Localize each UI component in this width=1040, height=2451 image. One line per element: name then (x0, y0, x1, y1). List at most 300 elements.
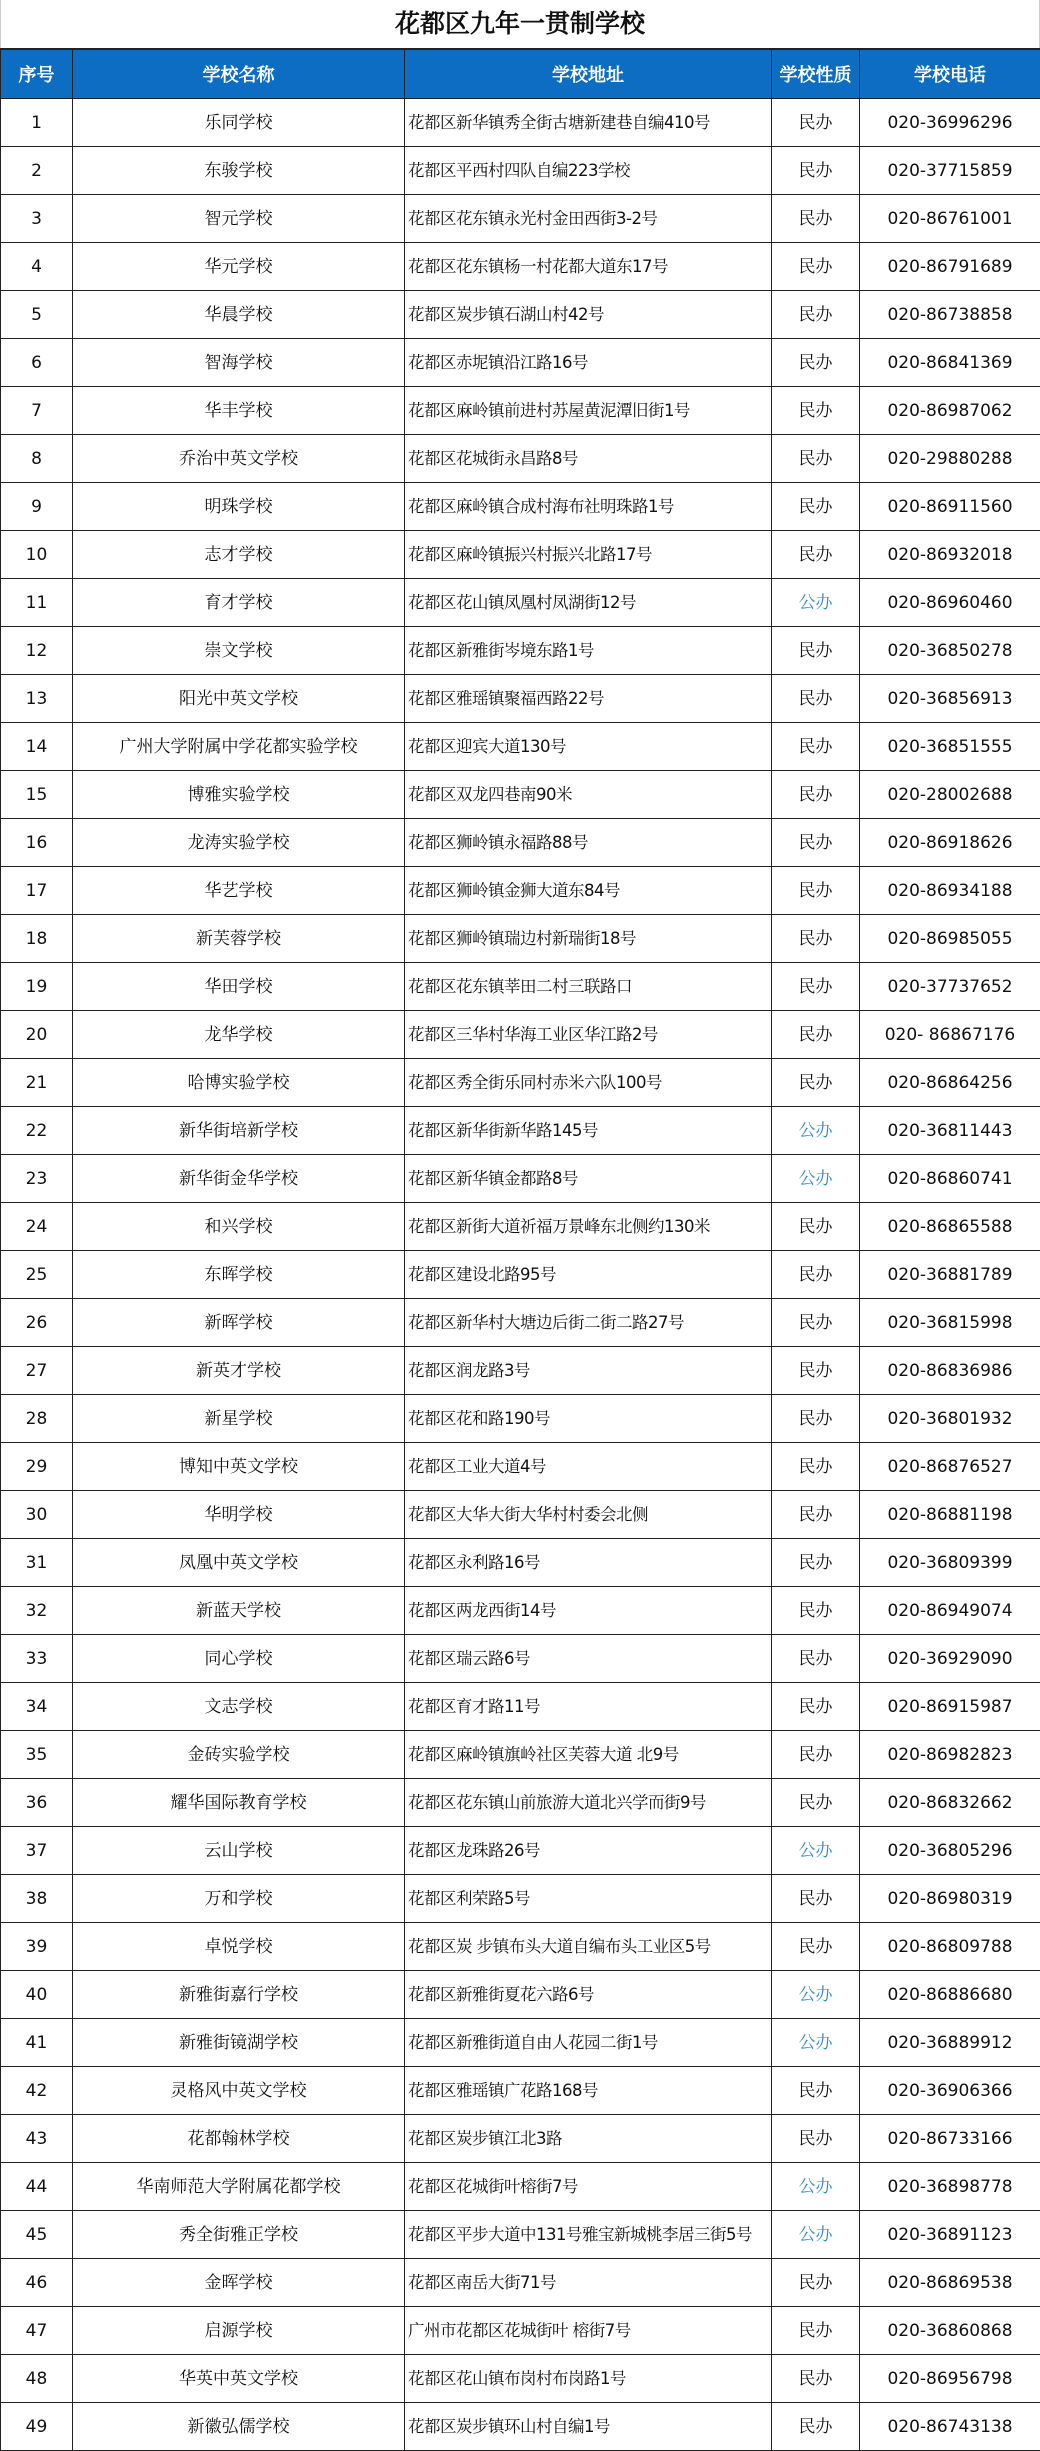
school-name-cell: 凤凰中英文学校 (73, 1539, 405, 1587)
table-row (1, 771, 1040, 819)
school-name-cell: 新华街金华学校 (73, 1155, 405, 1203)
phone-cell: 020-86743138 (860, 2403, 1040, 2451)
school-name-cell: 云山学校 (73, 1827, 405, 1875)
address-cell: 花都区新华镇秀全街古塘新建巷自编410号 (405, 99, 772, 147)
table-row (1, 291, 1040, 339)
table-row (1, 1299, 1040, 1347)
address-cell: 花都区秀全街乐同村赤米六队100号 (405, 1059, 772, 1107)
school-name-cell: 新徽弘儒学校 (73, 2403, 405, 2451)
school-name-cell: 哈博实验学校 (73, 1059, 405, 1107)
phone-cell: 020-36996296 (860, 99, 1040, 147)
school-name-cell: 文志学校 (73, 1683, 405, 1731)
table-row (1, 1155, 1040, 1203)
type-cell: 民办 (772, 675, 860, 723)
address-cell: 花都区新街大道祈福万景峰东北侧约130米 (405, 1203, 772, 1251)
phone-cell: 020-86865588 (860, 1203, 1040, 1251)
type-cell: 公办 (772, 1971, 860, 2019)
index-cell: 8 (1, 435, 73, 483)
address-cell: 花都区建设北路95号 (405, 1251, 772, 1299)
table-row (1, 2259, 1040, 2307)
table-row (1, 1203, 1040, 1251)
index-cell: 43 (1, 2115, 73, 2163)
address-cell: 花都区赤坭镇沿江路16号 (405, 339, 772, 387)
school-name-cell: 广州大学附属中学花都实验学校 (73, 723, 405, 771)
type-cell: 公办 (772, 1827, 860, 1875)
table-row (1, 1059, 1040, 1107)
index-cell: 39 (1, 1923, 73, 1971)
index-cell: 15 (1, 771, 73, 819)
table-row (1, 99, 1040, 147)
index-cell: 7 (1, 387, 73, 435)
index-cell: 19 (1, 963, 73, 1011)
type-cell: 民办 (772, 1587, 860, 1635)
table-row (1, 675, 1040, 723)
phone-cell: 020-86886680 (860, 1971, 1040, 2019)
table-row (1, 1875, 1040, 1923)
phone-cell: 020-86934188 (860, 867, 1040, 915)
table-row (1, 147, 1040, 195)
index-cell: 9 (1, 483, 73, 531)
index-cell: 32 (1, 1587, 73, 1635)
type-cell: 民办 (772, 195, 860, 243)
address-cell: 花都区炭步镇石湖山村42号 (405, 291, 772, 339)
table-row (1, 483, 1040, 531)
index-cell: 45 (1, 2211, 73, 2259)
phone-cell: 020-86841369 (860, 339, 1040, 387)
phone-cell: 020-36898778 (860, 2163, 1040, 2211)
table-row (1, 1731, 1040, 1779)
index-cell: 16 (1, 819, 73, 867)
address-cell: 花都区三华村华海工业区华江路2号 (405, 1011, 772, 1059)
school-name-cell: 金晖学校 (73, 2259, 405, 2307)
type-cell: 公办 (772, 579, 860, 627)
phone-cell: 020-86876527 (860, 1443, 1040, 1491)
type-cell: 民办 (772, 291, 860, 339)
phone-cell: 020-86980319 (860, 1875, 1040, 1923)
address-cell: 花都区迎宾大道130号 (405, 723, 772, 771)
school-name-cell: 新芙蓉学校 (73, 915, 405, 963)
header-index: 序号 (1, 49, 73, 99)
address-cell: 花都区工业大道4号 (405, 1443, 772, 1491)
address-cell: 花都区润龙路3号 (405, 1347, 772, 1395)
school-name-cell: 华晨学校 (73, 291, 405, 339)
table-row (1, 2403, 1040, 2451)
address-cell: 花都区雅瑶镇广花路168号 (405, 2067, 772, 2115)
school-name-cell: 东晖学校 (73, 1251, 405, 1299)
phone-cell: 020-86932018 (860, 531, 1040, 579)
index-cell: 49 (1, 2403, 73, 2451)
type-cell: 民办 (772, 771, 860, 819)
table-row (1, 627, 1040, 675)
address-cell: 花都区狮岭镇金狮大道东84号 (405, 867, 772, 915)
school-name-cell: 智海学校 (73, 339, 405, 387)
index-cell: 14 (1, 723, 73, 771)
index-cell: 13 (1, 675, 73, 723)
type-cell: 民办 (772, 2067, 860, 2115)
school-name-cell: 乔治中英文学校 (73, 435, 405, 483)
address-cell: 花都区花东镇杨一村花都大道东17号 (405, 243, 772, 291)
phone-cell: 020-36805296 (860, 1827, 1040, 1875)
school-name-cell: 华艺学校 (73, 867, 405, 915)
phone-cell: 020-86869538 (860, 2259, 1040, 2307)
type-cell: 民办 (772, 723, 860, 771)
school-name-cell: 万和学校 (73, 1875, 405, 1923)
address-cell: 花都区新雅街岑境东路1号 (405, 627, 772, 675)
school-name-cell: 同心学校 (73, 1635, 405, 1683)
type-cell: 民办 (772, 2115, 860, 2163)
address-cell: 花都区龙珠路26号 (405, 1827, 772, 1875)
index-cell: 31 (1, 1539, 73, 1587)
index-cell: 10 (1, 531, 73, 579)
phone-cell: 020-86864256 (860, 1059, 1040, 1107)
address-cell: 花都区育才路11号 (405, 1683, 772, 1731)
school-name-cell: 新晖学校 (73, 1299, 405, 1347)
type-cell: 民办 (772, 1731, 860, 1779)
phone-cell: 020-86987062 (860, 387, 1040, 435)
school-name-cell: 乐同学校 (73, 99, 405, 147)
address-cell: 广州市花都区花城街叶 榕街7号 (405, 2307, 772, 2355)
index-cell: 41 (1, 2019, 73, 2067)
type-cell: 民办 (772, 1875, 860, 1923)
address-cell: 花都区双龙四巷南90米 (405, 771, 772, 819)
type-cell: 民办 (772, 435, 860, 483)
phone-cell: 020-36811443 (860, 1107, 1040, 1155)
type-cell: 民办 (772, 1491, 860, 1539)
address-cell: 花都区南岳大街71号 (405, 2259, 772, 2307)
table-row (1, 339, 1040, 387)
header-address: 学校地址 (405, 49, 772, 99)
index-cell: 22 (1, 1107, 73, 1155)
table-row (1, 1635, 1040, 1683)
school-name-cell: 龙华学校 (73, 1011, 405, 1059)
phone-cell: 020-86860741 (860, 1155, 1040, 1203)
phone-cell: 020-36850278 (860, 627, 1040, 675)
address-cell: 花都区花东镇莘田二村三联路口 (405, 963, 772, 1011)
school-name-cell: 明珠学校 (73, 483, 405, 531)
address-cell: 花都区麻岭镇振兴村振兴北路17号 (405, 531, 772, 579)
address-cell: 花都区永利路16号 (405, 1539, 772, 1587)
school-name-cell: 卓悦学校 (73, 1923, 405, 1971)
school-name-cell: 志才学校 (73, 531, 405, 579)
index-cell: 28 (1, 1395, 73, 1443)
address-cell: 花都区花东镇山前旅游大道北兴学而街9号 (405, 1779, 772, 1827)
table-row (1, 1395, 1040, 1443)
school-name-cell: 新华街培新学校 (73, 1107, 405, 1155)
table-header-row (1, 49, 1040, 99)
schools-table (0, 48, 1040, 2451)
phone-cell: 020-86949074 (860, 1587, 1040, 1635)
address-cell: 花都区平步大道中131号雅宝新城桃李居三街5号 (405, 2211, 772, 2259)
phone-cell: 020-86733166 (860, 2115, 1040, 2163)
page-title: 花都区九年一贯制学校 (0, 0, 1040, 48)
school-name-cell: 华丰学校 (73, 387, 405, 435)
table-row (1, 387, 1040, 435)
address-cell: 花都区炭步镇环山村自编1号 (405, 2403, 772, 2451)
table-row (1, 1491, 1040, 1539)
phone-cell: 020-86809788 (860, 1923, 1040, 1971)
phone-cell: 020-86982823 (860, 1731, 1040, 1779)
index-cell: 48 (1, 2355, 73, 2403)
phone-cell: 020-86836986 (860, 1347, 1040, 1395)
school-name-cell: 秀全街雅正学校 (73, 2211, 405, 2259)
index-cell: 17 (1, 867, 73, 915)
school-name-cell: 崇文学校 (73, 627, 405, 675)
type-cell: 民办 (772, 339, 860, 387)
school-name-cell: 智元学校 (73, 195, 405, 243)
school-name-cell: 和兴学校 (73, 1203, 405, 1251)
table-row (1, 243, 1040, 291)
address-cell: 花都区利荣路5号 (405, 1875, 772, 1923)
type-cell: 民办 (772, 531, 860, 579)
table-row (1, 819, 1040, 867)
address-cell: 花都区新华街新华路145号 (405, 1107, 772, 1155)
table-row (1, 195, 1040, 243)
phone-cell: 020-36881789 (860, 1251, 1040, 1299)
school-name-cell: 华田学校 (73, 963, 405, 1011)
index-cell: 20 (1, 1011, 73, 1059)
table-row (1, 1779, 1040, 1827)
table-row (1, 723, 1040, 771)
type-cell: 民办 (772, 387, 860, 435)
school-name-cell: 启源学校 (73, 2307, 405, 2355)
table-row (1, 1923, 1040, 1971)
type-cell: 民办 (772, 1011, 860, 1059)
address-cell: 花都区花山镇凤凰村凤湖街12号 (405, 579, 772, 627)
type-cell: 公办 (772, 1107, 860, 1155)
table-row (1, 2067, 1040, 2115)
school-name-cell: 华南师范大学附属花都学校 (73, 2163, 405, 2211)
type-cell: 民办 (772, 963, 860, 1011)
address-cell: 花都区新华镇金都路8号 (405, 1155, 772, 1203)
address-cell: 花都区麻岭镇前进村苏屋黄泥潭旧街1号 (405, 387, 772, 435)
type-cell: 公办 (772, 2163, 860, 2211)
address-cell: 花都区新华村大塘边后街二街二路27号 (405, 1299, 772, 1347)
table-row (1, 1587, 1040, 1635)
school-name-cell: 新蓝天学校 (73, 1587, 405, 1635)
address-cell: 花都区新雅街道自由人花园二街1号 (405, 2019, 772, 2067)
index-cell: 12 (1, 627, 73, 675)
address-cell: 花都区麻岭镇旗岭社区芙蓉大道 北9号 (405, 1731, 772, 1779)
phone-cell: 020-36889912 (860, 2019, 1040, 2067)
type-cell: 民办 (772, 1443, 860, 1491)
type-cell: 公办 (772, 1155, 860, 1203)
type-cell: 民办 (772, 99, 860, 147)
address-cell: 花都区瑞云路6号 (405, 1635, 772, 1683)
table-row (1, 1539, 1040, 1587)
phone-cell: 020-36809399 (860, 1539, 1040, 1587)
type-cell: 民办 (772, 1299, 860, 1347)
index-cell: 6 (1, 339, 73, 387)
phone-cell: 020-29880288 (860, 435, 1040, 483)
type-cell: 民办 (772, 1635, 860, 1683)
address-cell: 花都区雅瑶镇聚福西路22号 (405, 675, 772, 723)
index-cell: 35 (1, 1731, 73, 1779)
school-name-cell: 金砖实验学校 (73, 1731, 405, 1779)
phone-cell: 020-36860868 (860, 2307, 1040, 2355)
index-cell: 47 (1, 2307, 73, 2355)
type-cell: 民办 (772, 1683, 860, 1731)
index-cell: 25 (1, 1251, 73, 1299)
index-cell: 34 (1, 1683, 73, 1731)
table-row (1, 2115, 1040, 2163)
type-cell: 民办 (772, 1251, 860, 1299)
table-row (1, 1251, 1040, 1299)
table-row (1, 963, 1040, 1011)
table-row (1, 435, 1040, 483)
school-name-cell: 育才学校 (73, 579, 405, 627)
table-row (1, 915, 1040, 963)
type-cell: 民办 (772, 1923, 860, 1971)
address-cell: 花都区狮岭镇瑞边村新瑞街18号 (405, 915, 772, 963)
type-cell: 民办 (772, 915, 860, 963)
phone-cell: 020-86915987 (860, 1683, 1040, 1731)
table-row (1, 2355, 1040, 2403)
type-cell: 公办 (772, 2211, 860, 2259)
phone-cell: 020-86960460 (860, 579, 1040, 627)
school-name-cell: 华明学校 (73, 1491, 405, 1539)
type-cell: 民办 (772, 243, 860, 291)
phone-cell: 020-28002688 (860, 771, 1040, 819)
type-cell: 民办 (772, 147, 860, 195)
table-row (1, 2211, 1040, 2259)
index-cell: 38 (1, 1875, 73, 1923)
index-cell: 5 (1, 291, 73, 339)
index-cell: 46 (1, 2259, 73, 2307)
school-name-cell: 华元学校 (73, 243, 405, 291)
phone-cell: 020-86985055 (860, 915, 1040, 963)
phone-cell: 020-37715859 (860, 147, 1040, 195)
table-row (1, 2019, 1040, 2067)
phone-cell: 020-36929090 (860, 1635, 1040, 1683)
school-name-cell: 阳光中英文学校 (73, 675, 405, 723)
index-cell: 1 (1, 99, 73, 147)
table-body (1, 99, 1040, 2451)
phone-cell: 020-36856913 (860, 675, 1040, 723)
phone-cell: 020-86761001 (860, 195, 1040, 243)
table-row (1, 531, 1040, 579)
school-name-cell: 东骏学校 (73, 147, 405, 195)
type-cell: 民办 (772, 627, 860, 675)
type-cell: 民办 (772, 483, 860, 531)
school-name-cell: 华英中英文学校 (73, 2355, 405, 2403)
school-name-cell: 龙涛实验学校 (73, 819, 405, 867)
school-name-cell: 新雅街嘉行学校 (73, 1971, 405, 2019)
table-row (1, 1971, 1040, 2019)
type-cell: 民办 (772, 1203, 860, 1251)
index-cell: 24 (1, 1203, 73, 1251)
school-name-cell: 新雅街镜湖学校 (73, 2019, 405, 2067)
index-cell: 27 (1, 1347, 73, 1395)
header-phone: 学校电话 (860, 49, 1040, 99)
school-name-cell: 耀华国际教育学校 (73, 1779, 405, 1827)
phone-cell: 020-36906366 (860, 2067, 1040, 2115)
phone-cell: 020-37737652 (860, 963, 1040, 1011)
table-row (1, 2307, 1040, 2355)
table-row (1, 1827, 1040, 1875)
phone-cell: 020- 86867176 (860, 1011, 1040, 1059)
type-cell: 民办 (772, 2259, 860, 2307)
address-cell: 花都区炭步镇江北3路 (405, 2115, 772, 2163)
type-cell: 民办 (772, 2403, 860, 2451)
address-cell: 花都区麻岭镇合成村海布社明珠路1号 (405, 483, 772, 531)
address-cell: 花都区新雅街夏花六路6号 (405, 1971, 772, 2019)
phone-cell: 020-86911560 (860, 483, 1040, 531)
address-cell: 花都区狮岭镇永福路88号 (405, 819, 772, 867)
address-cell: 花都区炭 步镇布头大道自编布头工业区5号 (405, 1923, 772, 1971)
type-cell: 民办 (772, 2307, 860, 2355)
index-cell: 44 (1, 2163, 73, 2211)
index-cell: 2 (1, 147, 73, 195)
phone-cell: 020-86881198 (860, 1491, 1040, 1539)
phone-cell: 020-86738858 (860, 291, 1040, 339)
school-name-cell: 新星学校 (73, 1395, 405, 1443)
address-cell: 花都区花城街永昌路8号 (405, 435, 772, 483)
type-cell: 民办 (772, 867, 860, 915)
table-row (1, 2163, 1040, 2211)
table-row (1, 1347, 1040, 1395)
index-cell: 23 (1, 1155, 73, 1203)
school-name-cell: 灵格风中英文学校 (73, 2067, 405, 2115)
index-cell: 11 (1, 579, 73, 627)
phone-cell: 020-86791689 (860, 243, 1040, 291)
table-row (1, 1011, 1040, 1059)
school-name-cell: 博知中英文学校 (73, 1443, 405, 1491)
index-cell: 33 (1, 1635, 73, 1683)
phone-cell: 020-36815998 (860, 1299, 1040, 1347)
index-cell: 29 (1, 1443, 73, 1491)
index-cell: 30 (1, 1491, 73, 1539)
address-cell: 花都区花和路190号 (405, 1395, 772, 1443)
header-school-name: 学校名称 (73, 49, 405, 99)
phone-cell: 020-36851555 (860, 723, 1040, 771)
index-cell: 18 (1, 915, 73, 963)
table-row (1, 1107, 1040, 1155)
type-cell: 民办 (772, 819, 860, 867)
school-name-cell: 博雅实验学校 (73, 771, 405, 819)
table-row (1, 867, 1040, 915)
index-cell: 3 (1, 195, 73, 243)
table-row (1, 1443, 1040, 1491)
index-cell: 42 (1, 2067, 73, 2115)
phone-cell: 020-86918626 (860, 819, 1040, 867)
type-cell: 民办 (772, 1779, 860, 1827)
index-cell: 40 (1, 1971, 73, 2019)
index-cell: 21 (1, 1059, 73, 1107)
type-cell: 民办 (772, 1059, 860, 1107)
header-type: 学校性质 (772, 49, 860, 99)
index-cell: 4 (1, 243, 73, 291)
school-name-cell: 新英才学校 (73, 1347, 405, 1395)
type-cell: 民办 (772, 1347, 860, 1395)
address-cell: 花都区两龙西街14号 (405, 1587, 772, 1635)
type-cell: 民办 (772, 1539, 860, 1587)
type-cell: 民办 (772, 2355, 860, 2403)
address-cell: 花都区大华大街大华村村委会北侧 (405, 1491, 772, 1539)
type-cell: 公办 (772, 2019, 860, 2067)
phone-cell: 020-36891123 (860, 2211, 1040, 2259)
school-name-cell: 花都翰林学校 (73, 2115, 405, 2163)
index-cell: 36 (1, 1779, 73, 1827)
index-cell: 37 (1, 1827, 73, 1875)
address-cell: 花都区花东镇永光村金田西街3-2号 (405, 195, 772, 243)
table-row (1, 1683, 1040, 1731)
table-row (1, 579, 1040, 627)
phone-cell: 020-86832662 (860, 1779, 1040, 1827)
phone-cell: 020-86956798 (860, 2355, 1040, 2403)
index-cell: 26 (1, 1299, 73, 1347)
address-cell: 花都区花山镇布岗村布岗路1号 (405, 2355, 772, 2403)
phone-cell: 020-36801932 (860, 1395, 1040, 1443)
